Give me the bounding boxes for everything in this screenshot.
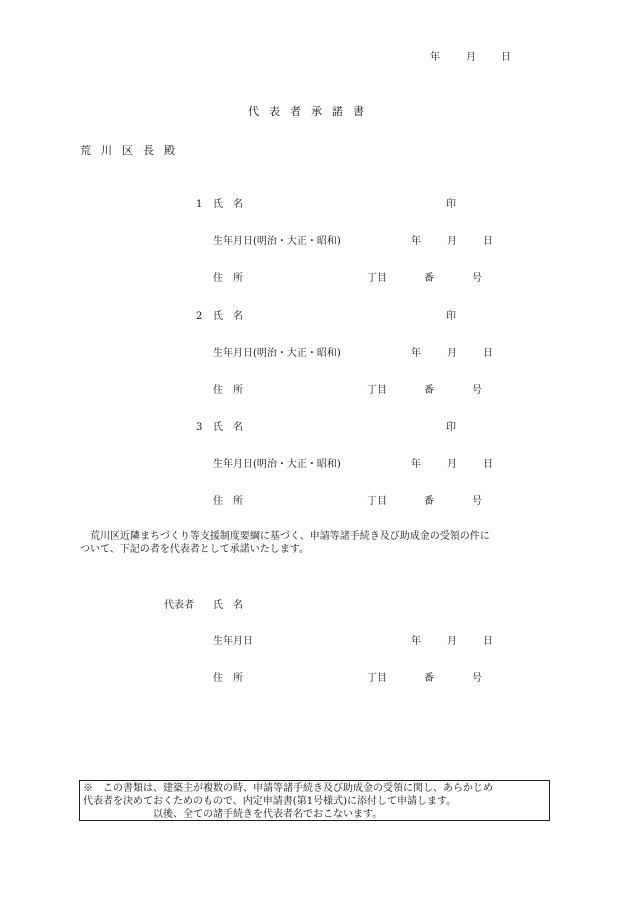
person-birth-year: 年 xyxy=(411,348,421,359)
note-line: 以後、全ての諸手続きを代表者名でおこないます。 xyxy=(83,809,383,820)
date-day-label: 日 xyxy=(501,52,511,63)
person-chome-label: 丁目 xyxy=(367,385,387,396)
person-number: 1 xyxy=(196,199,203,210)
person-name-label: 氏 名 xyxy=(213,311,243,322)
person-birth-day: 日 xyxy=(483,236,493,247)
note-line: ※ この書類は、建築主が複数の時、申請等諸手続き及び助成金の受領に関し、あらかじめ xyxy=(83,783,493,794)
person-name-label: 氏 名 xyxy=(213,422,243,433)
representative-address-label: 住 所 xyxy=(213,673,243,684)
person-go-label: 号 xyxy=(472,273,482,284)
person-number: 2 xyxy=(196,311,203,322)
note-line: 代表者を決めておくためのもので、内定申請書(第1号様式)に添付して申請します。 xyxy=(83,796,457,807)
person-go-label: 号 xyxy=(472,385,482,396)
note-box xyxy=(79,780,550,821)
person-birth-month: 月 xyxy=(447,459,457,470)
person-birth-label: 生年月日(明治・大正・昭和) xyxy=(213,236,341,247)
person-birth-day: 日 xyxy=(483,348,493,359)
person-address-label: 住 所 xyxy=(213,496,243,507)
person-address-label: 住 所 xyxy=(213,273,243,284)
representative-birth-day: 日 xyxy=(483,636,493,647)
statement-paragraph xyxy=(80,530,550,556)
person-ban-label: 番 xyxy=(424,496,434,507)
person-birth-year: 年 xyxy=(411,236,421,247)
representative-name-label: 氏 名 xyxy=(213,600,243,611)
person-birth-month: 月 xyxy=(447,236,457,247)
person-chome-label: 丁目 xyxy=(367,273,387,284)
seal-mark: 印 xyxy=(446,199,456,210)
date-year-label: 年 xyxy=(430,52,440,63)
representative-label: 代表者 xyxy=(164,600,194,611)
statement-line: ついて、下記の者を代表者として承諾いたします。 xyxy=(80,544,309,555)
person-ban-label: 番 xyxy=(424,273,434,284)
person-address-label: 住 所 xyxy=(213,385,243,396)
representative-birth-year: 年 xyxy=(411,636,421,647)
representative-birth-month: 月 xyxy=(447,636,457,647)
person-go-label: 号 xyxy=(472,496,482,507)
person-chome-label: 丁目 xyxy=(367,496,387,507)
person-name-label: 氏 名 xyxy=(213,199,243,210)
person-birth-day: 日 xyxy=(483,459,493,470)
representative-ban-label: 番 xyxy=(424,673,434,684)
seal-mark: 印 xyxy=(446,311,456,322)
representative-go-label: 号 xyxy=(472,673,482,684)
person-birth-month: 月 xyxy=(447,348,457,359)
document-title: 代表者承諾書 xyxy=(248,105,374,118)
person-number: 3 xyxy=(196,422,203,433)
person-birth-label: 生年月日(明治・大正・昭和) xyxy=(213,459,341,470)
representative-birth-label: 生年月日 xyxy=(213,636,253,647)
person-birth-label: 生年月日(明治・大正・昭和) xyxy=(213,348,341,359)
seal-mark: 印 xyxy=(446,422,456,433)
person-birth-year: 年 xyxy=(411,459,421,470)
statement-line: 荒川区近隣まちづくり等支援制度要綱に基づく、申請等諸手続き及び助成金の受領の件に xyxy=(80,531,490,542)
person-ban-label: 番 xyxy=(424,385,434,396)
addressee: 荒川区長殿 xyxy=(80,144,185,157)
date-month-label: 月 xyxy=(466,52,476,63)
representative-chome-label: 丁目 xyxy=(367,673,387,684)
